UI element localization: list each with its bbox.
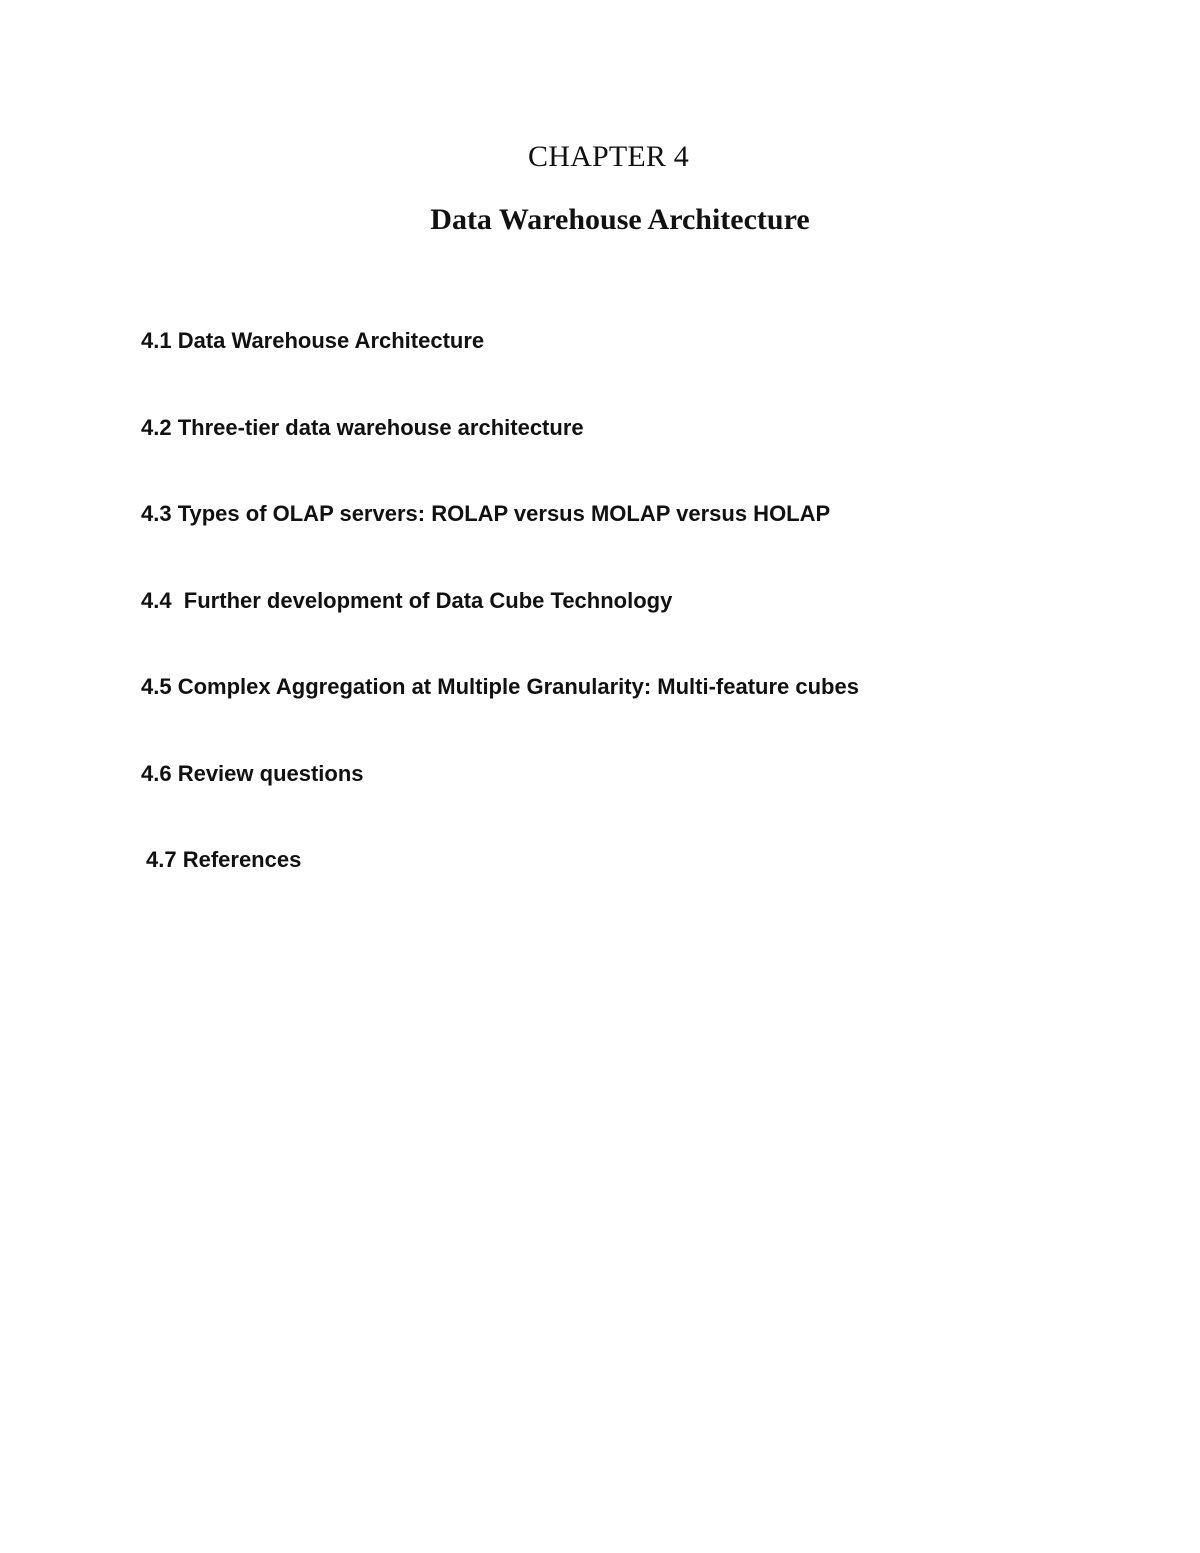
- section-item-4-5: 4.5 Complex Aggregation at Multiple Granularity: Multi-feature cubes: [141, 674, 859, 699]
- section-item-4-3: 4.3 Types of OLAP servers: ROLAP versus MOLAP versus HOLAP: [141, 501, 831, 526]
- section-item-4-7: 4.7 References: [146, 847, 302, 872]
- chapter-number: CHAPTER 4: [528, 140, 689, 173]
- section-item-4-2: 4.2 Three-tier data warehouse architecture: [141, 414, 584, 440]
- section-item-4-6: 4.6 Review questions: [141, 760, 364, 786]
- chapter-title: Data Warehouse Architecture: [430, 203, 810, 236]
- section-item-4-1: 4.1 Data Warehouse Architecture: [141, 328, 485, 353]
- section-list: [141, 326, 859, 932]
- section-item-4-4: 4.4 Further development of Data Cube Technology: [141, 587, 673, 613]
